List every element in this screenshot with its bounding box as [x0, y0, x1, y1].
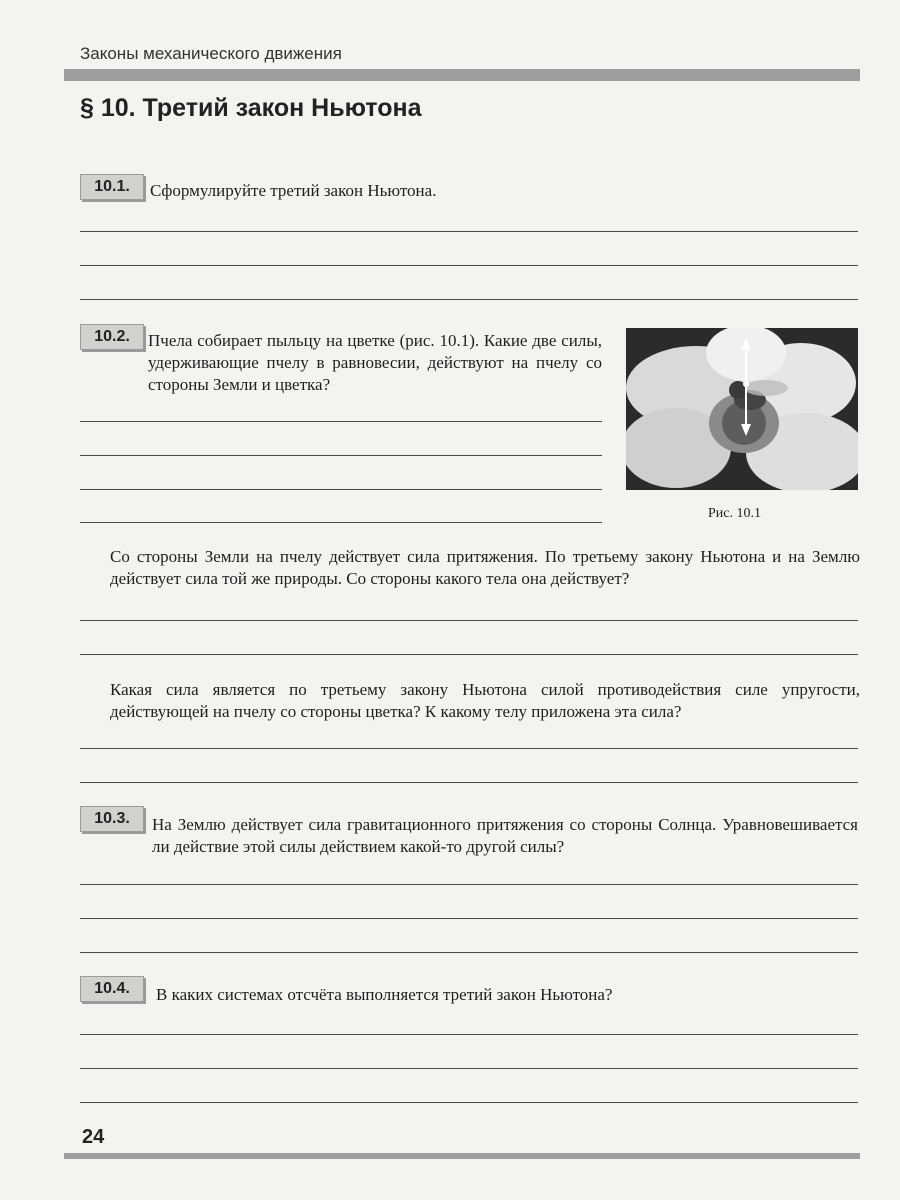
answer-line: [80, 654, 858, 655]
answer-line: [80, 455, 602, 456]
task-question-10-3: На Землю действует сила гравитационного притяжения со стороны Солнца. Уравновешивается ли действие этой силы действием какой-то другой силы?: [152, 815, 858, 856]
task-number-10-3: 10.3.: [80, 806, 144, 832]
task-question-10-1: Сформулируйте третий закон Ньютона.: [150, 181, 437, 200]
task-question-10-2: Пчела собирает пыльцу на цветке (рис. 10.1). Какие две силы, удерживающие пчелу в равновесии, действуют на пчелу со стороны Земли и цветка?: [148, 331, 602, 394]
task-number-10-1: 10.1.: [80, 174, 144, 200]
page-number: 24: [82, 1126, 105, 1148]
section-title: § 10. Третий закон Ньютона: [80, 94, 422, 122]
answer-line: [80, 884, 858, 885]
figure-image: [626, 328, 858, 490]
answer-line: [80, 952, 858, 953]
answer-line: [80, 421, 602, 422]
answer-line: [80, 1034, 858, 1035]
followup-question-1: Со стороны Земли на пчелу действует сила притяжения. По третьему закону Ньютона и на Землю действует сила той же природы. Со стороны какого тела она действует?: [110, 547, 860, 588]
answer-line: [80, 265, 858, 266]
header-bar: [64, 69, 860, 81]
answer-line: [80, 620, 858, 621]
answer-line: [80, 489, 602, 490]
figure-caption: Рис. 10.1: [708, 506, 761, 521]
answer-line: [80, 748, 858, 749]
task-number-10-2: 10.2.: [80, 324, 144, 350]
answer-line: [80, 299, 858, 300]
task-question-10-4: В каких системах отсчёта выполняется третий закон Ньютона?: [156, 985, 613, 1004]
answer-line: [80, 231, 858, 232]
answer-line: [80, 782, 858, 783]
bee-on-flower-photo: [626, 328, 858, 490]
answer-line: [80, 1102, 858, 1103]
answer-line: [80, 1068, 858, 1069]
followup-question-2: Какая сила является по третьему закону Ньютона силой противодействия силе упругости, действующей на пчелу со стороны цветка? К какому телу приложена эта сила?: [110, 680, 860, 721]
task-number-10-4: 10.4.: [80, 976, 144, 1002]
running-head: Законы механического движения: [80, 44, 342, 63]
footer-bar: [64, 1153, 860, 1159]
answer-line: [80, 522, 602, 523]
answer-line: [80, 918, 858, 919]
